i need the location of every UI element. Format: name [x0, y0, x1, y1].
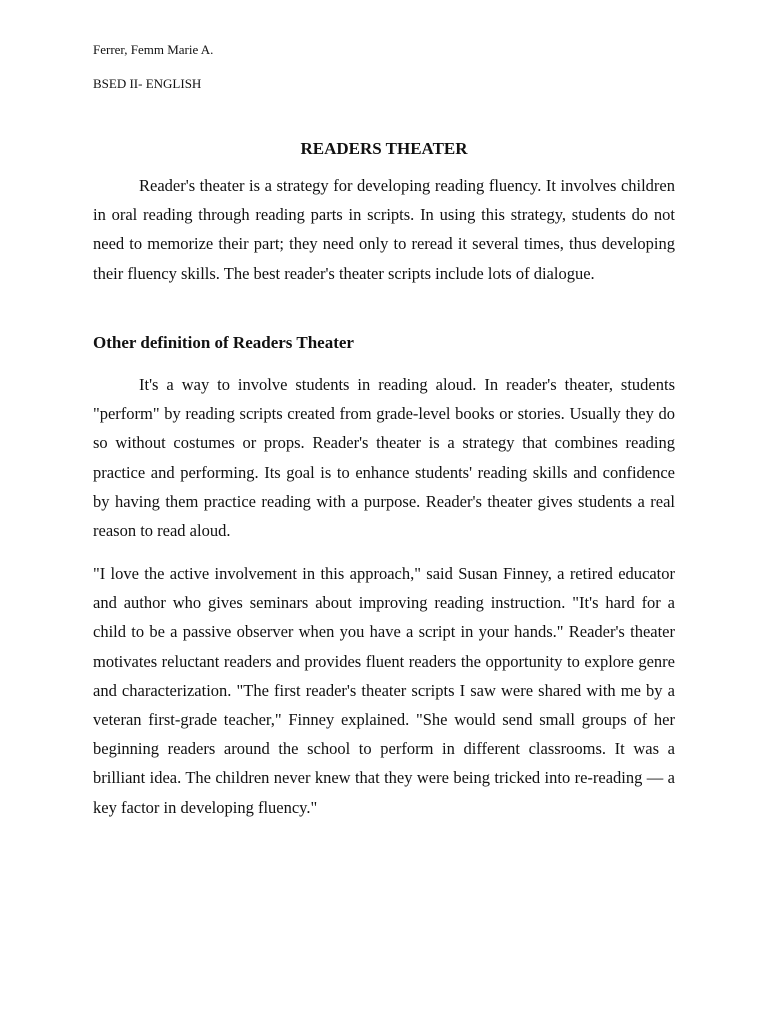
course-label: BSED II- ENGLISH	[93, 76, 202, 91]
quote-paragraph: "I love the active involvement in this approach," said Susan Finney, a retired educator and author who gives seminars about improving reading instruction. "It's hard for a child to be a passive observer when you have a script in your hands." Reader's theater motivates reluctant readers and provides fluent readers the opportunity to explore genre and characterization. "The first reader's theater scripts I saw were shared with me by a veteran first-grade teacher," Finney explained. "She would send small groups of her beginning readers around the school to perform in different classrooms. It was a brilliant idea. The children never knew that they were being tricked into re-reading — a key factor in developing fluency."	[93, 564, 675, 817]
intro-paragraph: Reader's theater is a strategy for developing reading fluency. It involves children in oral reading through reading parts in scripts. In using this strategy, students do not need to memorize their part; they need only to reread it several times, thus developing their fluency skills. The best reader's theater scripts include lots of dialogue.	[93, 176, 675, 283]
document-title: READERS THEATER	[300, 139, 468, 158]
definition-paragraph: It's a way to involve students in reading aloud. In reader's theater, students "perform" by reading scripts created from grade-level books or stories. Usually they do so without costumes or props. Reader's theater is a strategy that combines reading practice and performing. Its goal is to enhance students' reading skills and confidence by having them practice reading with a purpose. Reader's theater gives students a real reason to read aloud.	[93, 375, 675, 541]
section-heading: Other definition of Readers Theater	[93, 333, 354, 352]
author-name: Ferrer, Femm Marie A.	[93, 42, 214, 57]
